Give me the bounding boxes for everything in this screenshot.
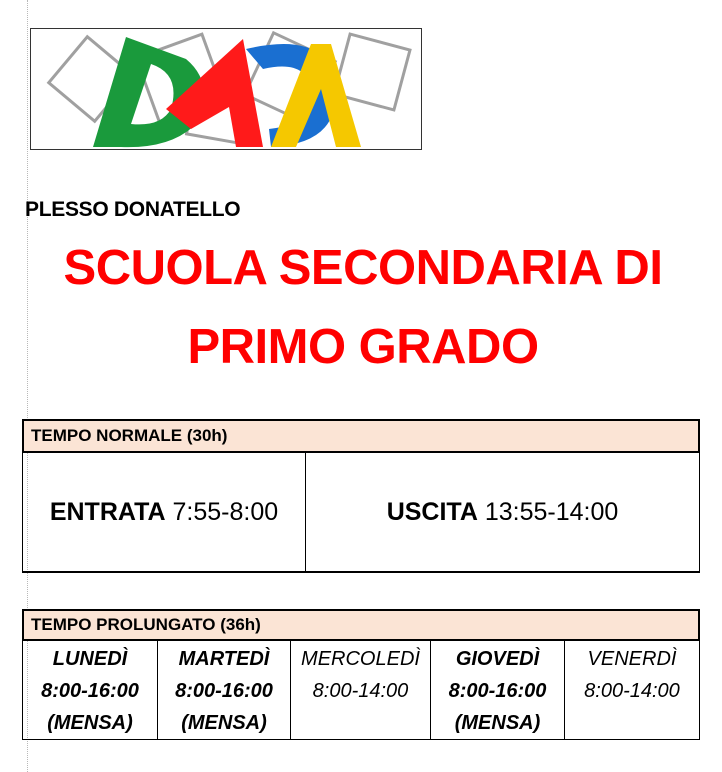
day-name: MERCOLEDÌ — [301, 648, 420, 670]
day-hours: 8:00-16:00 — [448, 680, 547, 702]
entrata-time: 7:55-8:00 — [172, 497, 279, 526]
uscita-time: 13:55-14:00 — [484, 497, 619, 526]
uscita-cell — [306, 453, 699, 571]
tempo-prolungato-row — [22, 641, 700, 740]
day-cell-giovedi — [431, 641, 565, 739]
day-hours: 8:00-14:00 — [312, 680, 409, 702]
day-cell-martedi — [158, 641, 291, 739]
day-name: GIOVEDÌ — [455, 648, 540, 670]
day-hours: 8:00-14:00 — [584, 680, 680, 702]
school-title-line1: SCUOLA SECONDARIA DI — [63, 241, 663, 295]
dada-logo — [30, 28, 422, 150]
day-cell-venerdi — [565, 641, 699, 739]
day-note: (MENSA) — [47, 712, 133, 734]
tempo-prolungato-header: TEMPO PROLUNGATO (36h) — [22, 609, 700, 641]
day-note: (MENSA) — [181, 712, 267, 734]
tempo-normale-row — [22, 453, 700, 573]
entrata-cell — [23, 453, 306, 571]
day-note: (MENSA) — [454, 712, 541, 734]
uscita-label: USCITA — [386, 497, 478, 526]
entrata-label: ENTRATA — [49, 497, 166, 526]
tempo-normale-table — [22, 419, 700, 573]
day-cell-mercoledi — [291, 641, 431, 739]
day-hours: 8:00-16:00 — [41, 680, 139, 702]
tempo-prolungato-table — [22, 609, 700, 740]
day-cell-lunedi — [23, 641, 158, 739]
day-name: LUNEDÌ — [52, 648, 128, 670]
day-name: VENERDÌ — [587, 648, 677, 670]
day-name: MARTEDÌ — [178, 648, 270, 670]
plesso-label: PLESSO DONATELLO — [25, 198, 241, 221]
day-hours: 8:00-16:00 — [175, 680, 273, 702]
school-title-line2: PRIMO GRADO — [187, 320, 539, 374]
tempo-normale-header: TEMPO NORMALE (30h) — [22, 419, 700, 453]
